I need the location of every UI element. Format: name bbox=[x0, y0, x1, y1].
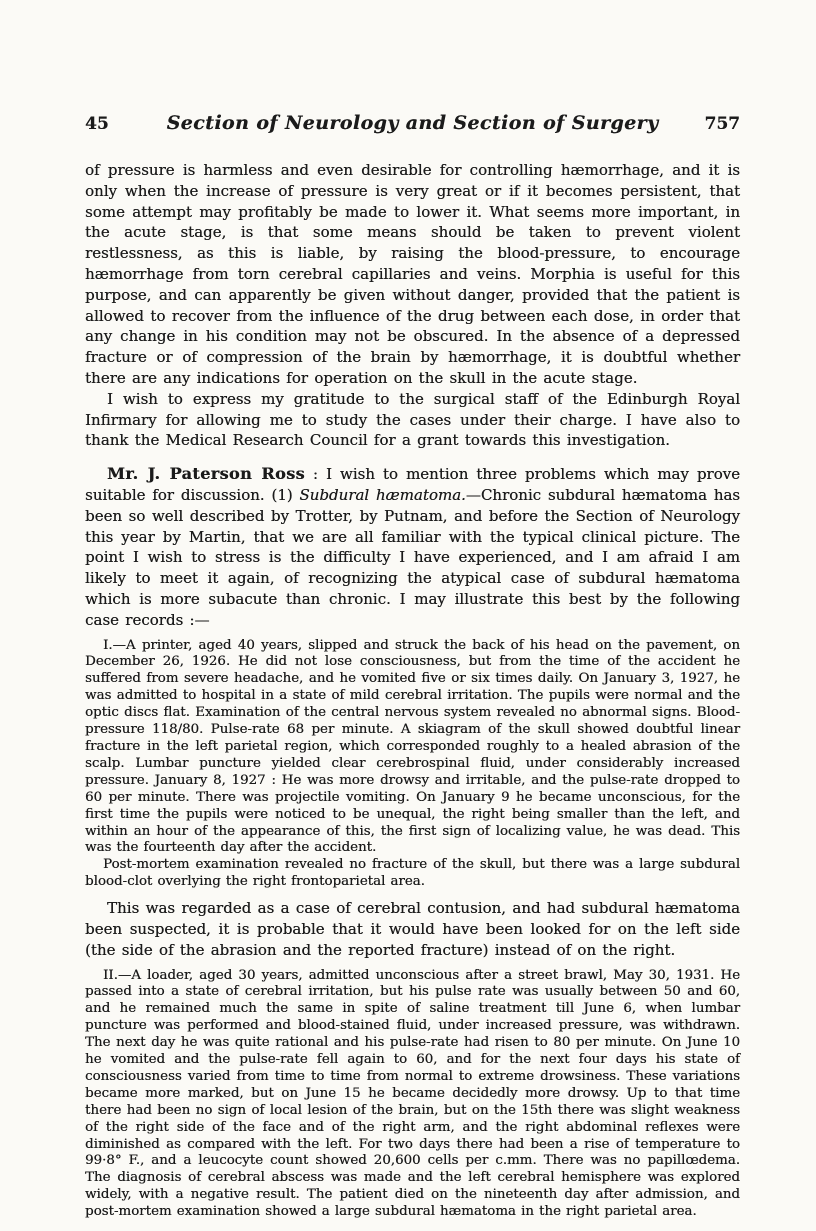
case-record-1-postmortem: Post-mortem examination revealed no fracture of the skull, but there was a large subdural blood-clot overlying the right frontoparietal area. bbox=[85, 857, 740, 890]
page-header bbox=[85, 112, 740, 134]
case-record-2: II.—A loader, aged 30 years, admitted unconscious after a street brawl, May 30, 1931. He passed into a state of cerebral irritation, but his pulse rate was usually between 50 and 60, and he remained much the same in spite of saline treatment till June 6, when lumbar puncture was performed and blood-stained fluid, under increased pressure, was withdrawn. The next day he was quite rational and his pulse-rate had risen to 80 per minute. On June 10 he vomited and the pulse-rate fell again to 60, and for the next four days his state of consciousness varied from time to time from normal to extreme drowsiness. These variations became more marked, but on June 15 he became decidedly more drowsy. Up to that time there had been no sign of local lesion of the brain, but on the 15th there was slight weakness of the right side of the face and of the right arm, and the right abdominal reflexes were diminished as compared with the left. For two days there had been a rise of temperature to 99·8° F., and a leucocyte count showed 20,600 cells per c.mm. There was no papillœdema. The diagnosis of cerebral abscess was made and the left cerebral hemisphere was explored widely, with a negative result. The patient died on the nineteenth day after admission, and post-mortem examination showed a large subdural hæmatoma in the right parietal area. bbox=[85, 967, 740, 1220]
paragraph-pressure-continuation: of pressure is harmless and even desirable for controlling hæmorrhage, and it is only when the increase of pressure is very great or if it becomes persistent, that some attempt may profitably be made to lower it. What seems more important, in the acute stage, is that some means should be taken to prevent violent restlessness, as this is liable, by raising the blood-pressure, to encourage hæmorrhage from torn cerebral capillaries and veins. Morphia is useful for this purpose, and can apparently be given without danger, provided that the patient is allowed to recover from the influence of the drug between each dose, in order that any change in his condition may not be obscured. In the absence of a depressed fracture or of compression of the brain by hæmorrhage, it is doubtful whether there are any indications for operation on the skull in the acute stage. bbox=[85, 161, 740, 387]
paragraph-gratitude: I wish to express my gratitude to the surgical staff of the Edinburgh Royal Infirmary for allowing me to study the cases under their charge. I have also to thank the Medical Research Council for a grant towards this investigation. bbox=[85, 389, 740, 450]
left-page-number: 45 bbox=[85, 114, 109, 134]
paragraph-paterson-ross bbox=[85, 464, 740, 630]
case-record-1: I.—A printer, aged 40 years, slipped and struck the back of his head on the pavement, on December 26, 1926. He did not lose consciousness, but from the time of the accident he suffered from severe headache, and he vomited five or six times daily. On January 3, 1927, he was admitted to hospital in a state of mild cerebral irritation. The pupils were normal and the optic discs flat. Examination of the central nervous system revealed no abnormal signs. Blood-pressure 118/80. Pulse-rate 68 per minute. A skiagram of the skull showed doubtful linear fracture in the left parietal region, which corresponded roughly to a healed abrasion of the scalp. Lumbar puncture yielded clear cerebrospinal fluid, under considerably increased pressure. January 8, 1927 : He was more drowsy and irritable, and the pulse-rate dropped to 60 per minute. There was projectile vomiting. On January 9 he became unconscious, for the first time the pupils were noticed to be unequal, the right being smaller than the left, and within an hour of the appearance of this, the first sign of localizing value, he was dead. This was the fourteenth day after the accident. bbox=[85, 637, 740, 856]
subdural-haematoma-term: Subdural hæmatoma. bbox=[299, 485, 466, 504]
paragraph-case1-comment: This was regarded as a case of cerebral contusion, and had subdural hæmatoma been suspected, it is probable that it would have been looked for on the left side (the side of the abrasion and the reported fracture) instead of on the right. bbox=[85, 899, 740, 959]
paragraph-ross-lead: : I wish to mention three problems which may prove suitable for discussion. (1) bbox=[85, 465, 740, 504]
running-title: Section of Neurology and Section of Surgery bbox=[166, 112, 659, 134]
right-page-number: 757 bbox=[704, 114, 740, 134]
paragraph-ross-rest: —Chronic subdural hæmatoma has been so well described by Trotter, by Putnam, and before the Section of Neurology this year by Martin, that we are all familiar with the typical clinical picture. The point I wish to stress is the difficulty I have experienced, and I am afraid I am likely to meet it again, of recognizing the atypical case of subdural hæmatoma which is more subacute than chronic. I may illustrate this best by the following case records :— bbox=[85, 485, 740, 629]
speaker-name: Mr. J. Paterson Ross bbox=[107, 464, 305, 484]
